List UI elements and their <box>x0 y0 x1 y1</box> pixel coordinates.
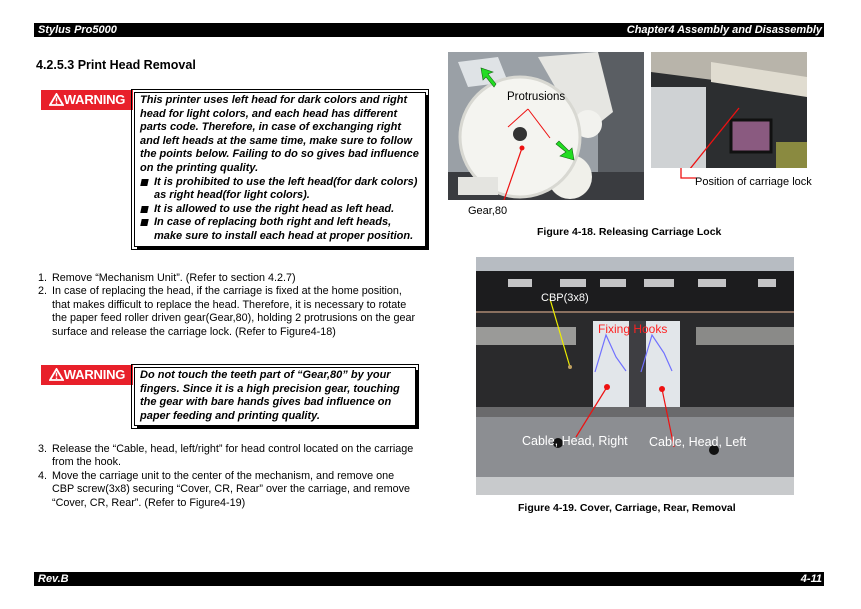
steps-list-b <box>38 443 418 510</box>
warning-badge-2 <box>41 365 133 385</box>
step-item: 3. Release the “Cable, head, left/right” for head control located on the carriage from the hook. <box>38 443 414 469</box>
gear-photo <box>448 52 644 200</box>
warning-triangle-icon <box>49 368 64 381</box>
cbp-screw-label: CBP(3x8) <box>541 292 589 304</box>
warning-badge-1 <box>41 90 133 110</box>
gear-label: Gear,80 <box>468 205 508 217</box>
warning-bullet: It is prohibited to use the left head(for dark colors) as right head(for light colors). <box>140 176 420 203</box>
warning-text-2: Do not touch the teeth part of “Gear,80” by your fingers. Since it is a high precision gear, touching the gear with bare hands gives bad influence on paper feeding and printing quality. <box>140 369 400 422</box>
carriage-lock-illustration <box>651 52 807 168</box>
warning-bullet-list <box>140 176 420 244</box>
carriage-cover-photo <box>476 257 794 495</box>
header-bar <box>34 23 824 37</box>
steps-list-a <box>38 272 418 339</box>
header-product-name: Stylus Pro5000 <box>38 24 117 36</box>
protrusions-label: Protrusions <box>507 91 566 103</box>
fixing-hooks-label: Fixing Hooks <box>598 322 668 336</box>
header-chapter-title: Chapter4 Assembly and Disassembly <box>626 24 822 36</box>
bullet-square-icon <box>140 219 148 226</box>
bullet-square-icon <box>140 179 148 186</box>
step-item: 1. Remove “Mechanism Unit”. (Refer to section 4.2.7) <box>38 272 296 284</box>
step-item: 4. Move the carriage unit to the center of the mechanism, and remove one CBP screw(3x8) securing “Cover, CR, Rear” over the carriage, and remove “Cover, CR, Rear”. (Refer to Figure4-19) <box>38 469 411 509</box>
carriage-cover-illustration <box>476 257 794 495</box>
warning-box-1 <box>134 92 426 247</box>
warning-bullet: It is allowed to use the right head as left head. <box>140 203 420 217</box>
section-title: 4.2.5.3 Print Head Removal <box>36 58 196 72</box>
warning-badge-label: WARNING <box>63 92 126 107</box>
warning-text-1: This printer uses left head for dark colors and right head for light colors, and each head has different parts code. Therefore, in case of exchanging right and left heads at the same time, make sure to follow the points below. Failing to do so gives bad influence on the printing quality. <box>140 94 419 174</box>
step-item: 2. In case of replacing the head, if the carriage is fixed at the home position, that makes difficult to replace the head. Therefore, it is necessary to rotate the paper feed roller driven gear(Gear,80), holding 2 protrusions on the gear surface and release the carriage lock. (Refer to Figure4-18) <box>38 285 416 338</box>
cable-head-right-label: Cable, Head, Right <box>522 434 628 448</box>
bullet-square-icon <box>140 206 148 213</box>
footer-revision: Rev.B <box>38 573 69 585</box>
gear-illustration <box>448 52 644 200</box>
carriage-lock-label: Position of carriage lock <box>695 176 812 188</box>
warning-triangle-icon <box>49 93 64 106</box>
cable-head-left-label: Cable, Head, Left <box>649 435 747 449</box>
warning-box-2 <box>134 367 416 426</box>
warning-badge-label: WARNING <box>63 367 126 382</box>
footer-bar <box>34 572 824 586</box>
figure-18-caption: Figure 4-18. Releasing Carriage Lock <box>537 226 722 238</box>
figure-19-caption: Figure 4-19. Cover, Carriage, Rear, Removal <box>518 502 736 514</box>
carriage-lock-photo <box>651 52 807 168</box>
footer-page-number: 4-11 <box>800 573 822 585</box>
warning-bullet: In case of replacing both right and left heads, make sure to install each head at proper position. <box>140 216 420 243</box>
